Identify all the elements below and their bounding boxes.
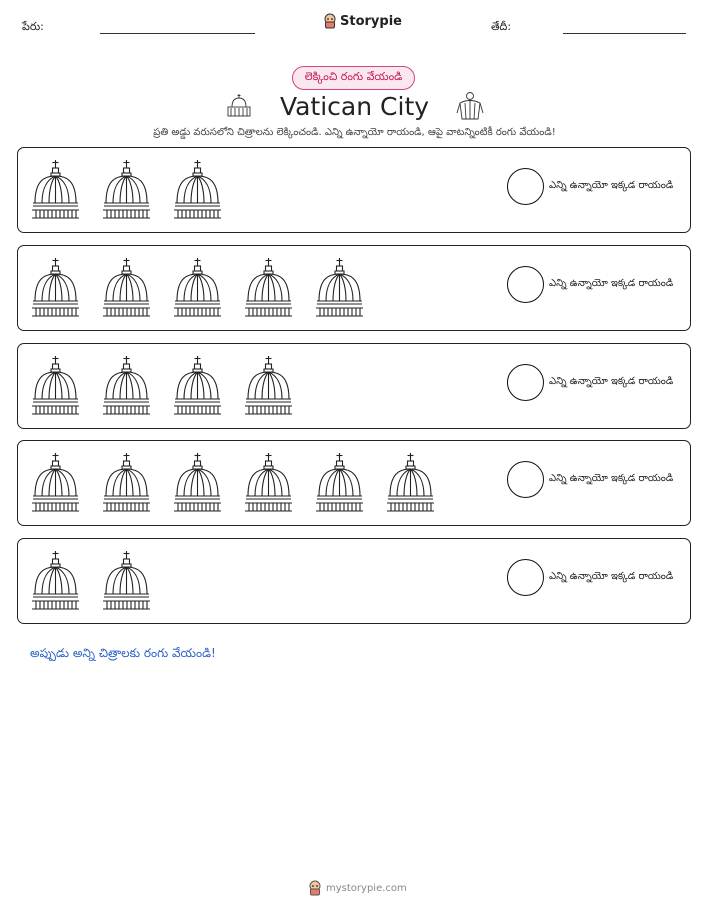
dome-group — [30, 452, 436, 513]
count-row-1 — [17, 147, 691, 233]
page-title: Vatican City — [279, 92, 430, 121]
brand-name: Storypie — [340, 13, 402, 29]
dome-icon — [172, 257, 223, 318]
dome-icon — [243, 355, 294, 416]
answer-circle[interactable] — [507, 168, 544, 205]
dome-icon — [101, 452, 152, 513]
count-row-4 — [17, 440, 691, 526]
answer-circle[interactable] — [507, 559, 544, 596]
dome-icon — [314, 257, 365, 318]
date-label: తేదీ: — [491, 20, 512, 33]
storypie-mascot-icon — [308, 880, 322, 896]
dome-group — [30, 355, 294, 416]
answer-label: ఎన్ని ఉన్నాయో ఇక్కడ రాయండి — [549, 278, 674, 289]
dome-icon — [101, 257, 152, 318]
dome-icon — [172, 355, 223, 416]
dome-icon — [30, 452, 81, 513]
site-url: mystorypie.com — [326, 882, 407, 894]
dome-icon — [243, 257, 294, 318]
answer-label: ఎన్ని ఉన్నాయో ఇక్కడ రాయండి — [549, 571, 674, 582]
dome-group — [30, 550, 152, 611]
dome-group — [30, 257, 365, 318]
dome-icon — [243, 452, 294, 513]
dome-icon — [30, 355, 81, 416]
footer-note: అప్పుడు అన్ని చిత్రాలకు రంగు వేయండి! — [30, 646, 216, 660]
swiss-guard-icon — [456, 91, 484, 121]
dome-icon — [101, 355, 152, 416]
answer-circle[interactable] — [507, 364, 544, 401]
dome-icon — [172, 159, 223, 220]
site-footer — [308, 880, 407, 896]
name-label: పేరు: — [22, 20, 44, 33]
activity-badge: లెక్కించి రంగు వేయండి — [292, 66, 415, 90]
count-row-2 — [17, 245, 691, 331]
dome-icon — [172, 452, 223, 513]
count-row-5 — [17, 538, 691, 624]
dome-icon — [30, 550, 81, 611]
dome-icon — [101, 159, 152, 220]
answer-circle[interactable] — [507, 266, 544, 303]
brand-logo — [323, 13, 402, 29]
dome-icon — [314, 452, 365, 513]
name-line[interactable] — [100, 33, 255, 34]
storypie-mascot-icon — [323, 13, 337, 29]
answer-label: ఎన్ని ఉన్నాయో ఇక్కడ రాయండి — [549, 473, 674, 484]
instructions: ప్రతి అడ్డు వరుసలోని చిత్రాలను లెక్కించండి. ఎన్ని ఉన్నాయో రాయండి, ఆపై వాటన్నింటికీ రంగు వేయండి! — [153, 127, 556, 138]
answer-label: ఎన్ని ఉన్నాయో ఇక్కడ రాయండి — [549, 376, 674, 387]
dome-icon — [101, 550, 152, 611]
count-row-3 — [17, 343, 691, 429]
dome-icon — [30, 159, 81, 220]
answer-circle[interactable] — [507, 461, 544, 498]
answer-label: ఎన్ని ఉన్నాయో ఇక్కడ రాయండి — [549, 180, 674, 191]
dome-icon — [385, 452, 436, 513]
date-line[interactable] — [563, 33, 686, 34]
dome-group — [30, 159, 223, 220]
dome-icon — [30, 257, 81, 318]
